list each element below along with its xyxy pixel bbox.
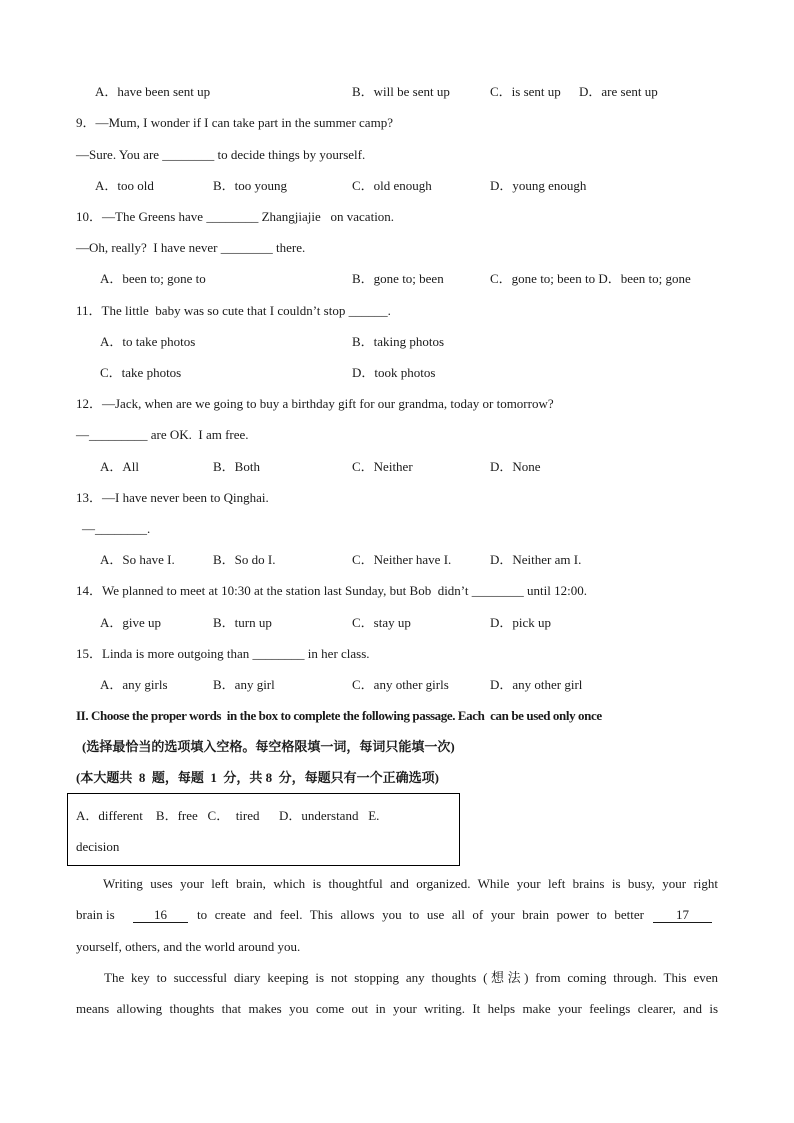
q15-option-c: C．any other girls [352, 677, 449, 692]
q11-question: 11．The little baby was so cute that I couldn’t stop ______. [76, 303, 391, 318]
q12-option-a: A．All [100, 459, 140, 474]
q10-option-a: A．been to; gone to [100, 271, 206, 286]
q9-option-a: A．too old [95, 178, 154, 193]
q14-question: 14．We planned to meet at 10:30 at the station last Sunday, but Bob didn’t ________ until 12:00. [76, 583, 587, 598]
q15-question: 15．Linda is more outgoing than ________ in her class. [76, 646, 370, 661]
section-scoring-cn: (本大题共 8 题，每题 1 分，共 8 分，每题只有一个正确选项) [76, 770, 439, 785]
q10-question: 10．—The Greens have ________ Zhangjiajie on vacation. [76, 209, 395, 224]
q8-option-b: B．will be sent up [352, 84, 450, 99]
passage-p1-line2-b: to create and feel. This allows you to use all of your brain power to better [197, 907, 644, 922]
q9-response: —Sure. You are ________ to decide things by yourself. [76, 147, 366, 162]
q15-option-a: A．any girls [100, 677, 168, 692]
blank-17: 17 [653, 907, 712, 923]
word-box-option-e: decision [76, 839, 120, 854]
q13-question: 13．—I have never been to Qinghai. [76, 490, 269, 505]
q12-option-b: B．Both [213, 459, 260, 474]
q9-option-c: C．old enough [352, 178, 432, 193]
q15-option-d: D．any other girl [490, 677, 583, 692]
word-box [67, 793, 460, 866]
q10-option-b: B．gone to; been [352, 271, 444, 286]
blank-16: 16 [133, 907, 188, 923]
q13-option-a: A．So have I. [100, 552, 175, 567]
q8-option-d: D．are sent up [579, 84, 658, 99]
q8-option-a: A．have been sent up [95, 84, 211, 99]
q12-option-c: C．Neither [352, 459, 413, 474]
q15-option-b: B．any girl [213, 677, 275, 692]
q14-option-d: D．pick up [490, 615, 552, 630]
q9-question: 9．—Mum, I wonder if I can take part in the summer camp? [76, 115, 393, 130]
q11-option-c: C．take photos [100, 365, 182, 380]
q11-option-b: B．taking photos [352, 334, 445, 349]
q10-response: —Oh, really? I have never ________ there. [76, 240, 306, 255]
q11-option-a: A．to take photos [100, 334, 196, 349]
q12-response: —_________ are OK. I am free. [76, 427, 249, 442]
passage-p2-line1: The key to successful diary keeping is not stopping any thoughts (想法) from coming through. This even [104, 970, 718, 985]
passage-p1-line2-a: brain is [76, 907, 115, 922]
q10-option-cd: C．gone to; been to D．been to; gone [490, 271, 691, 286]
passage-p1-line3: yourself, others, and the world around you. [76, 939, 301, 954]
passage-p2-line2: means allowing thoughts that makes you come out in your writing. It helps make your feelings clearer, and is [76, 1001, 718, 1016]
q8-option-c: C．is sent up [490, 84, 561, 99]
section-instruction-cn: (选择最恰当的选项填入空格。每空格限填一词，每词只能填一次) [82, 739, 455, 754]
q12-question: 12．—Jack, when are we going to buy a birthday gift for our grandma, today or tomorrow? [76, 396, 554, 411]
q13-option-b: B．So do I. [213, 552, 276, 567]
q9-option-d: D．young enough [490, 178, 587, 193]
q13-option-d: D．Neither am I. [490, 552, 582, 567]
section-title: II. Choose the proper words in the box to complete the following passage. Each can be used only once [76, 708, 602, 723]
q13-response: —________. [82, 521, 151, 536]
word-box-options: A．different B．free C． tired D．understand E. [76, 808, 380, 823]
q9-option-b: B．too young [213, 178, 288, 193]
q13-option-c: C．Neither have I. [352, 552, 452, 567]
q11-option-d: D．took photos [352, 365, 436, 380]
passage-p1-line1: Writing uses your left brain, which is thoughtful and organized. While your left brains is busy, your right [103, 876, 718, 891]
q14-option-b: B．turn up [213, 615, 272, 630]
q14-option-a: A．give up [100, 615, 162, 630]
q12-option-d: D．None [490, 459, 541, 474]
q14-option-c: C．stay up [352, 615, 411, 630]
